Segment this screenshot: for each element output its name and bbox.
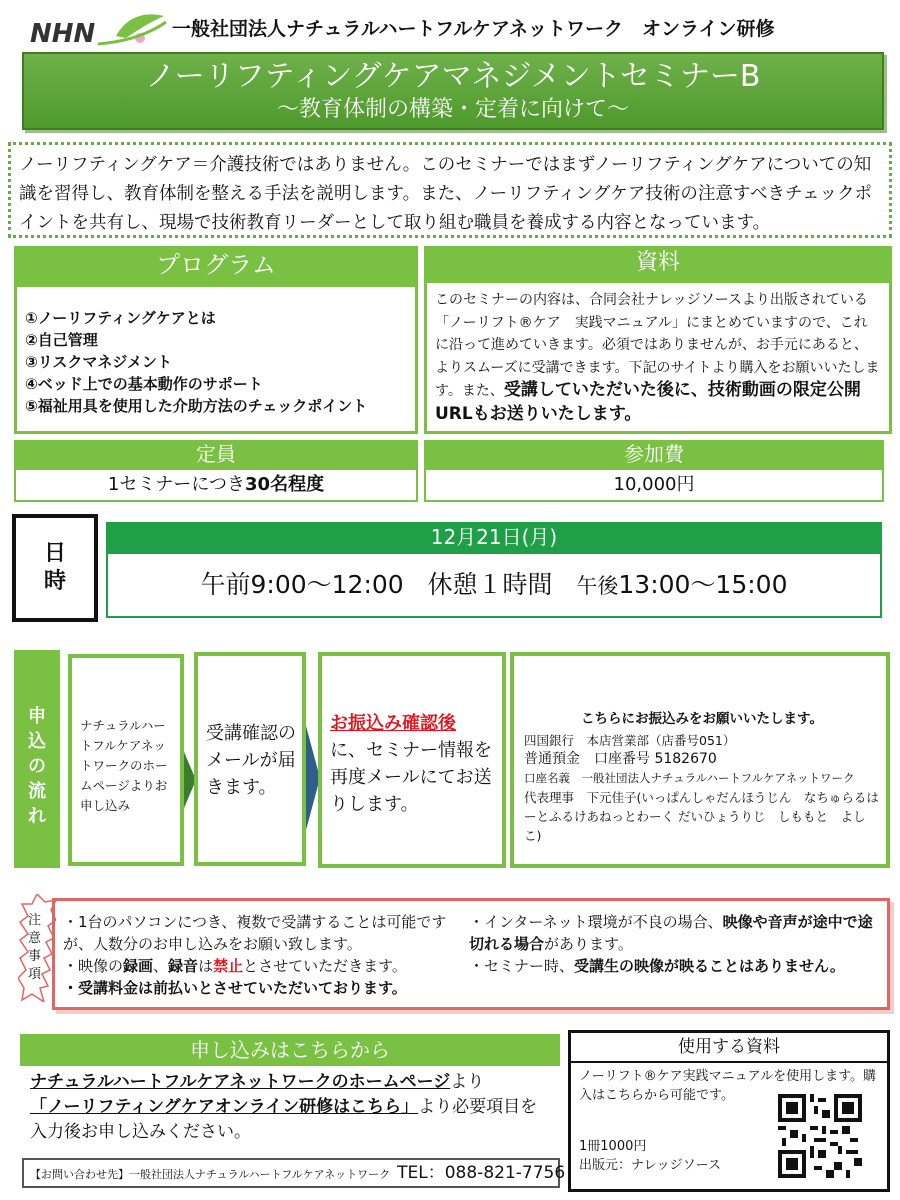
header-title: 一般社団法人ナチュラルハートフルケアネットワーク オンライン研修	[172, 18, 775, 40]
contact-org: 一般社団法人ナチュラルハートフルケアネットワーク	[129, 1168, 391, 1181]
program-item: ①ノーリフティングケアとは	[25, 309, 216, 327]
apply-instructions: ナチュラルハートフルケアネットワークのホームページより 「ノーリフティングケアオンライン研修はこちら」より必要項目を入力後お申し込みください。	[30, 1072, 538, 1142]
schedule-date: 12月21日(月)	[106, 522, 882, 552]
fee-value: 10,000円	[424, 468, 884, 502]
note-item: ・インターネット環境が不良の場合、映像や音声が途中で途切れる場合があります。	[469, 913, 873, 953]
flow-step-2: 受講確認のメールが届きます。	[194, 652, 306, 866]
resources-price	[579, 1137, 721, 1175]
fee-heading: 参加費	[424, 440, 884, 468]
bank-info	[510, 652, 890, 868]
flow-step-3	[318, 652, 506, 868]
note-item: ・セミナー時、受講生の映像が映ることはありません。	[469, 957, 845, 975]
afternoon-time: 13:00～15:00	[618, 570, 788, 599]
morning-time: 午前9:00～12:00	[200, 570, 404, 599]
materials-bold: 受講していただいた後に、技術動画の限定公開URLもお送りいたします。	[435, 380, 861, 424]
contact-tel: TEL：088-821-7756	[397, 1163, 566, 1183]
schedule-label	[12, 514, 98, 622]
capacity-number: 30名程度	[245, 474, 325, 495]
notes-tag-text: 注意事項	[28, 913, 42, 982]
capacity-heading: 定員	[14, 440, 418, 468]
svg-text:NHN: NHN	[30, 19, 96, 48]
program-item: ⑤福祉用具を使用した介助方法のチェックポイント	[25, 397, 368, 415]
program-item: ③リスクマネジメント	[25, 353, 172, 371]
break-time: 休憩１時間	[427, 570, 553, 599]
bank-line: 四国銀行 本店営業部（店番号051）	[524, 733, 736, 748]
seminar-subtitle: ～教育体制の構築・定着に向けて～	[276, 97, 629, 122]
flow-label	[14, 650, 60, 868]
qr-code-icon[interactable]	[778, 1094, 862, 1178]
note-item: ・映像の録画、録音は禁止とさせていただきます。	[63, 957, 407, 975]
note-item: ・1台のパソコンにつき、複数で受講することは可能ですが、人数分のお申し込みをお願い致します。	[63, 913, 447, 953]
bank-title: こちらにお振込みをお願いいたします。	[581, 711, 823, 727]
bank-line: 普通預金 口座番号 5182670	[524, 751, 717, 767]
materials-heading: 資料	[424, 246, 892, 280]
materials-body: このセミナーの内容は、合同会社ナレッジソースより出版されている「ノーリフト®ケア 実践マニュアル」にまとめていますので、これに沿って進めていきます。必須ではありませんが、お手元にあると、よりスムーズに受講できます。下記のサイトより購入をお願いいたします。また、	[435, 292, 880, 399]
program-item: ④ベッド上での基本動作のサポート	[25, 375, 263, 393]
program-heading: プログラム	[14, 246, 418, 284]
capacity-prefix: 1セミナーにつき	[107, 474, 246, 495]
notes-column-right	[469, 911, 887, 977]
online-training-link[interactable]: 「ノーリフティングケアオンライン研修はこちら」	[30, 1097, 419, 1117]
contact-info	[22, 1158, 566, 1188]
homepage-link[interactable]: ナチュラルハートフルケアネットワークのホームページ	[30, 1072, 451, 1092]
intro-text: ノーリフティングケア＝介護技術ではありません。このセミナーではまずノーリフティングケアについての知識を習得し、教育体制を整える手法を説明します。また、ノーリフティングケア技術の注意すべきチェックポイントを共有し、現場で技術教育リーダーとして取り組む職員を養成する内容となっています。	[8, 142, 892, 238]
book-publisher: 出版元：ナレッジソース	[579, 1158, 721, 1173]
program-list	[14, 284, 418, 434]
afternoon-prefix: 午後	[576, 574, 619, 598]
flow-label-text: 申込の流れ	[28, 706, 46, 827]
bank-line: 口座名義 一般社団法人ナチュラルハートフルケアネットワーク	[524, 771, 855, 785]
apply-heading: 申し込みはこちらから	[20, 1034, 560, 1066]
bank-line: 代表理事 下元佳子(いっぱんしゃだんほうじん なちゅらるはーとふるけあねっとわーく だいひょうりじ しももと よしこ)	[524, 790, 879, 843]
flow-step-3-text: に、セミナー情報を再度メールにてお送りします。	[330, 740, 492, 815]
schedule-label-text: 日時	[43, 541, 66, 594]
notes-column-left	[63, 911, 473, 999]
flow-step-1: ナチュラルハートフルケアネットワークのホームページよりお申し込み	[68, 654, 184, 866]
notes-box	[52, 898, 890, 1010]
resources-heading: 使用する資料	[571, 1033, 887, 1063]
seminar-title: ノーリフティングケアマネジメントセミナーB	[145, 59, 761, 94]
title-banner	[22, 52, 884, 130]
program-item: ②自己管理	[25, 331, 98, 349]
contact-label: 【お問い合わせ先】	[30, 1168, 129, 1181]
schedule-times	[106, 552, 882, 618]
payment-confirm: お振込み確認後	[330, 713, 456, 734]
resources-text: ノーリフト®ケア実践マニュアルを使用します。購入はこちらから可能です。	[579, 1069, 877, 1103]
book-price: 1冊1000円	[579, 1139, 647, 1154]
note-item: ・受講料金は前払いとさせていただいております。	[63, 979, 407, 997]
capacity-value	[14, 468, 418, 502]
materials-text	[424, 280, 892, 434]
nhn-logo	[28, 8, 168, 48]
